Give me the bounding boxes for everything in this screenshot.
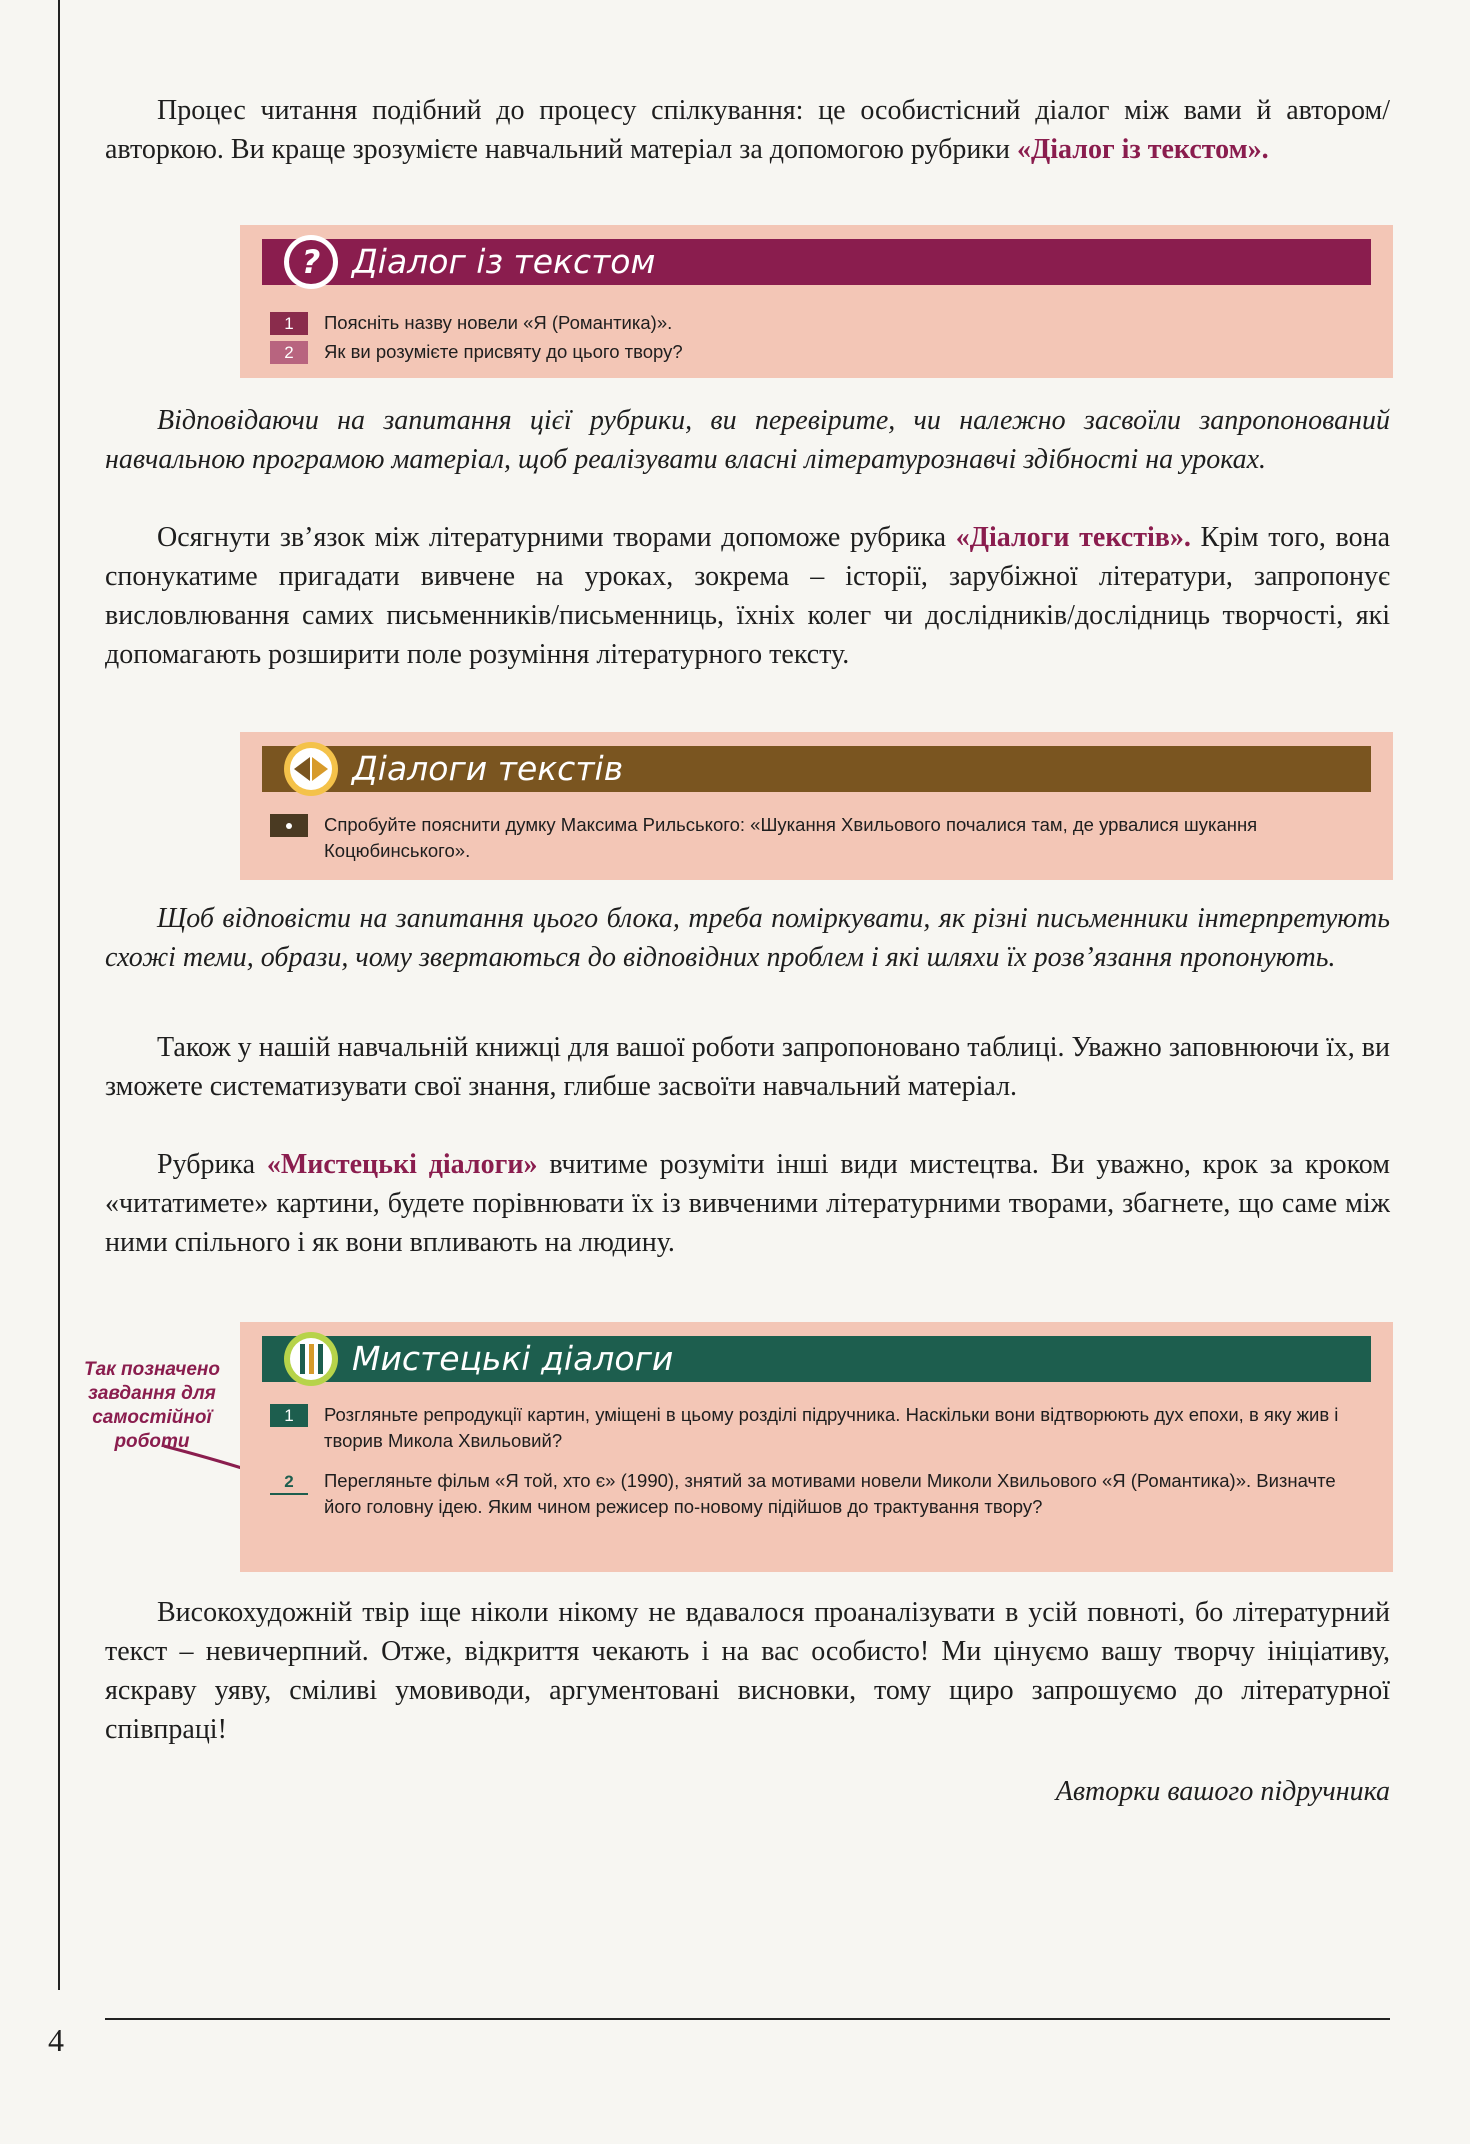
italic-paragraph-2: Щоб відповісти на запитання цього блока, треба поміркувати, як різні письменники інтерпретують схожі теми, образи, чому звертаються до відповідних проблем і які шляхи їх розв’язання пропонують.	[105, 903, 1390, 973]
left-margin-rule	[58, 0, 60, 1990]
art-dialogs-paragraph: Рубрика «Мистецькі діалоги» вчитиме розуміти інші види мистецтва. Ви уважно, крок за кроком «читатимете» картини, будете порівнювати їх із вивченими літературними творами, збагнете, що саме між ними спільного і як вони впливають на людину.	[105, 1149, 1390, 1258]
bullet-icon	[270, 814, 308, 837]
footer-rule	[105, 2018, 1390, 2020]
dialog-with-text-box: ? Діалог із текстом 1 Поясніть назву новели «Я (Романтика)». 2 Як ви розумієте присвяту до цього твору?	[240, 225, 1393, 378]
dialog-with-text-header	[262, 239, 1371, 285]
art-dialogs-title: Мистецькі діалоги	[352, 1339, 674, 1378]
palette-icon	[282, 1330, 340, 1388]
italic-paragraph-1: Відповідаючи на запитання цієї рубрики, ви перевірите, чи належно засвоїли запропонований навчальною програмою матеріал, щоб реалізувати власні літературознавчі здібності на уроках.	[105, 405, 1390, 475]
rubric-name-dialog: «Діалог із текстом».	[1016, 134, 1269, 165]
texts-dialog-paragraph: Осягнути зв’язок між літературними творами допоможе рубрика «Діалоги текстів». Крім того, вона спонукатиме пригадати вивчене на уроках, зокрема – історії, зарубіжної літератури, запропонує висловлювання самих письменників/письменниць, їхніх колег чи дослідників/дослідниць творчості, які допомагають розширити поле розуміння літературного тексту.	[105, 522, 1390, 670]
rubric-name-texts: «Діалоги текстів».	[955, 522, 1191, 553]
rubric-name-art: «Мистецькі діалоги»	[266, 1149, 538, 1180]
page-number: 4	[48, 2022, 64, 2058]
intro-paragraph: Процес читання подібний до процесу спілкування: це особистісний діалог між вами й автором/авторкою. Ви краще зрозумієте навчальний матеріал за допомогою рубрики «Діалог із текстом».	[105, 95, 1390, 165]
side-note: Так позначено завдання для самостійної роботи	[83, 1359, 221, 1452]
art-dialogs-box: Мистецькі діалоги 1 Розгляньте репродукції картин, уміщені в цьому розділі підручника. Наскільки вони відтворюють дух епохи, в яку жив і творив Микола Хвильовий? 2 Перегляньте фільм «Я той, хто є» (1990), знятий за мотивами новели Миколи Хвильового «Я (Романтика)». Визначте його головну ідею. Яким чином режисер по-новому підійшов до трактування твору?	[240, 1322, 1393, 1572]
question-icon	[282, 233, 340, 291]
signature: Авторки вашого підручника	[1055, 1776, 1390, 1807]
closing-paragraph: Високохудожній твір іще ніколи нікому не вдавалося проаналізувати в усій повноті, бо літературний текст – невичерпний. Отже, відкриття чекають і на вас особисто! Ми цінуємо вашу творчу ініціативу, яскраву уяву, сміливі умовиводи, аргументовані висновки, тому щиро запрошуємо до літературної співпраці!	[105, 1597, 1390, 1745]
dialogs-of-texts-header	[262, 746, 1371, 792]
arrows-exchange-icon	[282, 740, 340, 798]
dialogs-of-texts-title: Діалоги текстів	[352, 749, 624, 788]
tables-paragraph: Також у нашій навчальній книжці для вашої роботи запропоновано таблиці. Уважно заповнюючи їх, ви зможете систематизувати свої знання, глибше засвоїти навчальний матеріал.	[105, 1032, 1390, 1102]
svg-text:?: ?	[301, 243, 321, 281]
dialog-with-text-title: Діалог із текстом	[352, 242, 656, 281]
dialogs-of-texts-box: Діалоги текстів Спробуйте пояснити думку Максима Рильського: «Шукання Хвильового почалися там, де урвалися шукання Коцюбинського».	[240, 732, 1393, 880]
art-dialogs-header	[262, 1336, 1371, 1382]
